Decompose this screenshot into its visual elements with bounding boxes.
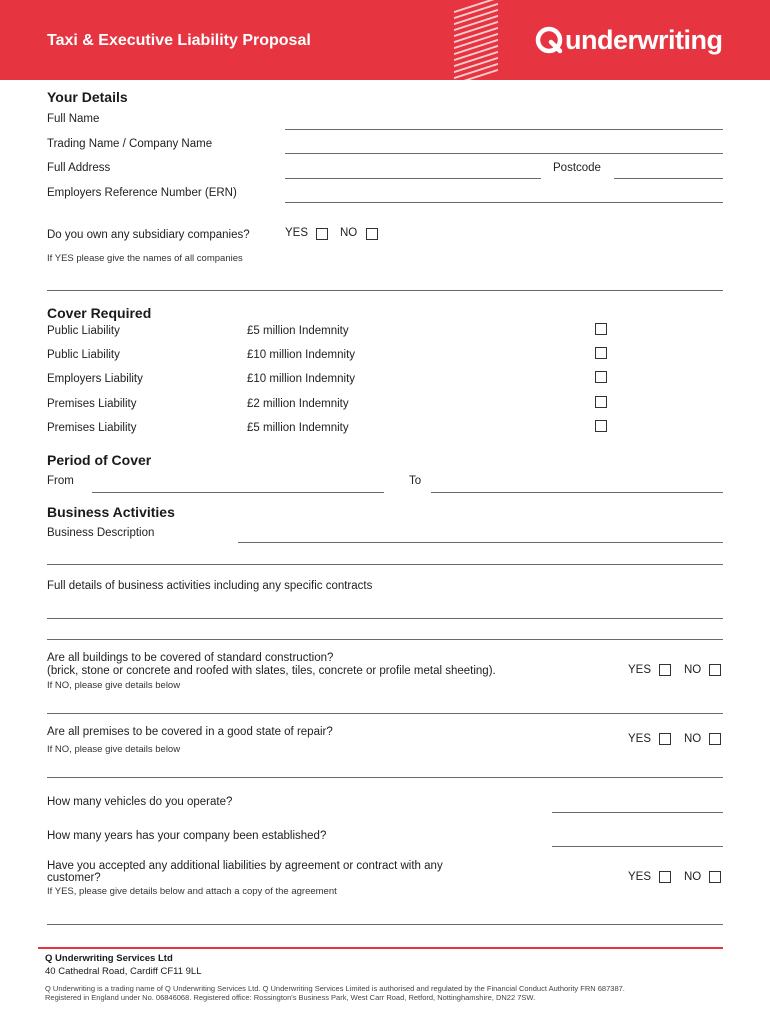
cover-indemnity-label: £5 million Indemnity <box>247 422 349 434</box>
full-address-field[interactable] <box>285 178 541 179</box>
period-from-label: From <box>47 475 74 487</box>
buildings-note: If NO, please give details below <box>47 680 181 691</box>
buildings-yes-checkbox[interactable] <box>659 664 671 676</box>
premises-note: If NO, please give details below <box>47 744 181 755</box>
subsidiary-names-field[interactable] <box>47 290 723 291</box>
cover-checkbox[interactable] <box>595 396 607 408</box>
header-stripes-decoration <box>454 0 498 80</box>
logo-wordmark: underwriting <box>565 24 723 55</box>
subsidiary-no-label: NO <box>340 227 358 239</box>
footer-legal-line-1: Q Underwriting is a trading name of Q Underwriting Services Ltd. Q Underwriting Services Limited is authorised and regulated by the Financial Conduct Authority FRN 687387. <box>45 984 625 993</box>
premises-question: Are all premises to be covered in a good state of repair? <box>47 726 333 738</box>
full-address-label: Full Address <box>47 162 111 174</box>
vehicles-question: How many vehicles do you operate? <box>47 796 233 808</box>
business-description-label: Business Description <box>47 527 155 539</box>
liabilities-note: If YES, please give details below and attach a copy of the agreement <box>47 886 337 897</box>
subsidiary-note: If YES please give the names of all companies <box>47 253 243 264</box>
buildings-yes-label: YES <box>628 664 652 676</box>
premises-no-label: NO <box>684 733 702 745</box>
footer-legal-line-2: Registered in England under No. 06846068. Registered office: Rossington's Business Park, West Carr Road, Retford, Nottinghamshire, DN22 7SW. <box>45 993 536 1002</box>
q-logo-icon <box>534 25 564 55</box>
cover-indemnity-label: £5 million Indemnity <box>247 325 349 337</box>
cover-type-label: Public Liability <box>47 325 120 337</box>
business-description-field[interactable] <box>238 542 723 543</box>
subsidiary-yes-label: YES <box>285 227 309 239</box>
buildings-question: Are all buildings to be covered of standard construction? <box>47 652 334 664</box>
subsidiary-no-checkbox[interactable] <box>366 228 378 240</box>
ern-label: Employers Reference Number (ERN) <box>47 187 237 199</box>
trading-name-field[interactable] <box>285 153 723 154</box>
full-details-label: Full details of business activities including any specific contracts <box>47 580 373 592</box>
cover-indemnity-label: £10 million Indemnity <box>247 373 356 385</box>
document-title: Taxi & Executive Liability Proposal <box>47 32 311 49</box>
postcode-label: Postcode <box>553 162 601 174</box>
liabilities-question: Have you accepted any additional liabilities by agreement or contract with any <box>47 860 443 872</box>
liabilities-no-label: NO <box>684 871 702 883</box>
ern-field[interactable] <box>285 202 723 203</box>
premises-yes-checkbox[interactable] <box>659 733 671 745</box>
liabilities-details-field[interactable] <box>47 924 723 925</box>
full-name-field[interactable] <box>285 129 723 130</box>
cover-checkbox[interactable] <box>595 323 607 335</box>
years-question: How many years has your company been established? <box>47 830 327 842</box>
buildings-details-field[interactable] <box>47 713 723 714</box>
liabilities-no-checkbox[interactable] <box>709 871 721 883</box>
years-field[interactable] <box>552 846 723 847</box>
vehicles-field[interactable] <box>552 812 723 813</box>
liabilities-yes-label: YES <box>628 871 652 883</box>
footer-divider <box>38 947 723 949</box>
period-to-field[interactable] <box>431 492 723 493</box>
premises-yes-label: YES <box>628 733 652 745</box>
premises-no-checkbox[interactable] <box>709 733 721 745</box>
period-to-label: To <box>409 475 422 487</box>
buildings-no-label: NO <box>684 664 702 676</box>
cover-type-label: Public Liability <box>47 349 120 361</box>
postcode-field[interactable] <box>614 178 723 179</box>
full-details-field-line-2[interactable] <box>47 639 723 640</box>
section-heading-period-of-cover: Period of Cover <box>47 452 152 468</box>
liabilities-question-cont: customer? <box>47 872 101 884</box>
subsidiary-yes-checkbox[interactable] <box>316 228 328 240</box>
footer-company-name: Q Underwriting Services Ltd <box>45 953 173 964</box>
cover-type-label: Premises Liability <box>47 422 137 434</box>
section-heading-cover-required: Cover Required <box>47 305 152 321</box>
cover-checkbox[interactable] <box>595 371 607 383</box>
cover-type-label: Employers Liability <box>47 373 143 385</box>
cover-checkbox[interactable] <box>595 347 607 359</box>
premises-details-field[interactable] <box>47 777 723 778</box>
cover-indemnity-label: £2 million Indemnity <box>247 398 349 410</box>
subsidiary-question: Do you own any subsidiary companies? <box>47 229 250 241</box>
footer-address: 40 Cathedral Road, Cardiff CF11 9LL <box>45 966 202 977</box>
trading-name-label: Trading Name / Company Name <box>47 138 213 150</box>
cover-indemnity-label: £10 million Indemnity <box>247 349 356 361</box>
cover-type-label: Premises Liability <box>47 398 137 410</box>
period-from-field[interactable] <box>92 492 384 493</box>
buildings-no-checkbox[interactable] <box>709 664 721 676</box>
cover-checkbox[interactable] <box>595 420 607 432</box>
section-heading-business-activities: Business Activities <box>47 504 175 520</box>
business-description-field-line-2[interactable] <box>47 564 723 565</box>
section-heading-your-details: Your Details <box>47 89 128 105</box>
liabilities-yes-checkbox[interactable] <box>659 871 671 883</box>
buildings-question-detail: (brick, stone or concrete and roofed with slates, tiles, concrete or profile metal sheeting). <box>47 665 496 677</box>
brand-logo <box>534 22 723 58</box>
full-details-field[interactable] <box>47 618 723 619</box>
full-name-label: Full Name <box>47 113 100 125</box>
